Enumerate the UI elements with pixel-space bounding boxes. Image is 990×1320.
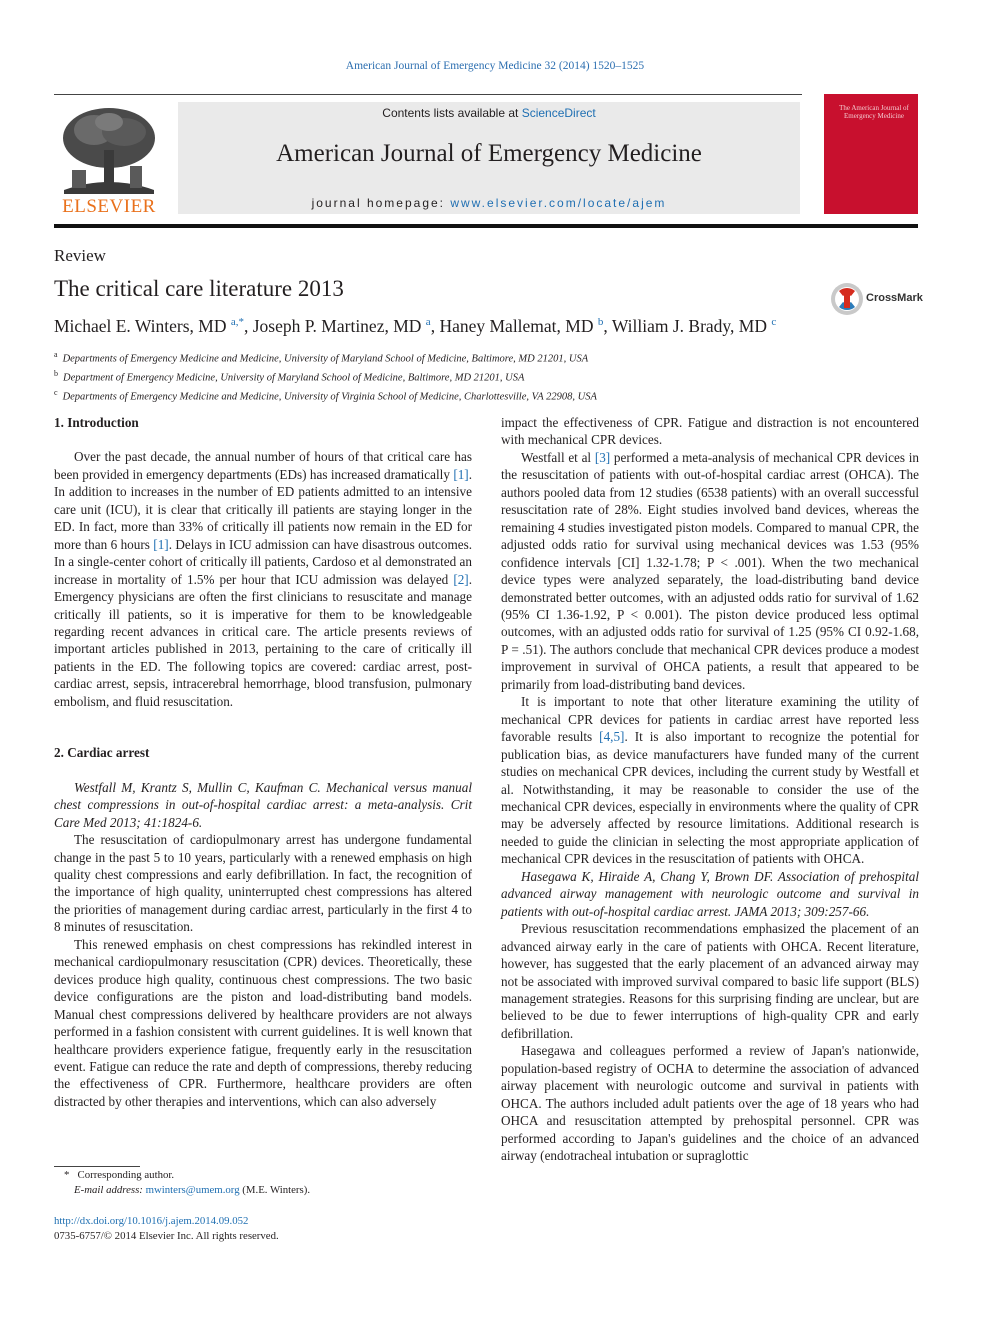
author-affiliation-link[interactable]: a,* (230, 316, 244, 329)
homepage-line (178, 196, 800, 210)
footnote-divider (54, 1166, 140, 1167)
body-column-left (54, 414, 472, 1110)
crossmark-label[interactable]: CrossMark (866, 292, 923, 304)
copyright: 0735-6757/© 2014 Elsevier Inc. All rights reserved. (54, 1230, 279, 1242)
journal-citation[interactable]: American Journal of Emergency Medicine 32 (2014) 1520–1525 (345, 60, 645, 72)
email-note: E-mail address: mwinters@umem.org (M.E. Winters). (74, 1184, 311, 1196)
paragraph: This renewed emphasis on chest compressions has rekindled interest in mechanical cardiopulmonary resuscitation (CPR) devices. Theoretically, these devices produce high quality, continuous chest compressions. The two basic device configurations are the piston and load-distributing band models. Manual chest compressions delivered by healthcare providers are not always performed in a fashion consistent with current guidelines. It is well known that healthcare providers experience fatigue, frequently early in the resuscitation event. Fatigue can reduce the rate and depth of compressions, thereby reducing the effectiveness of CPR. Furthermore, healthcare providers are often distracted by other therapies and interventions, which can also adversely (54, 936, 472, 1109)
contents-prefix: Contents lists available at (382, 106, 522, 120)
email-label: E-mail address: (74, 1184, 146, 1196)
reference-link[interactable]: [3] (594, 449, 611, 465)
reference-link[interactable]: [2] (453, 571, 469, 587)
affiliation-key: c (54, 388, 58, 397)
article-title: The critical care literature 2013 (54, 276, 344, 301)
affiliation-item (54, 348, 924, 367)
paragraph: It is important to note that other literature examining the utility of mechanical CPR devices for patients in cardiac arrest have reported less favorable results [4,5]. It is also important to recognize the potential for publication bias, as device manufacturers have funded many of the current studies on mechanical CPR devices, including the current study by Westfall et al. Notwithstanding, it may be reasonable to consider the use of the mechanical CPR devices, especially in environments where the quality of CPR may be adversely affected by resource limitations. Additional research is needed to guide the clinician in selecting the most appropriate application of mechanical CPR devices in the resuscitation of patients with OHCA. (501, 694, 920, 867)
affiliation-text: Departments of Emergency Medicine and Medicine, University of Virginia School of Medicine, Charlottesville, VA 22908, USA (62, 391, 597, 403)
article-type: Review (54, 246, 106, 265)
elsevier-wordmark: ELSEVIER (62, 196, 156, 217)
contents-line (178, 106, 800, 120)
footnotes (54, 1168, 472, 1198)
paragraph: The resuscitation of cardiopulmonary arrest has undergone fundamental change in the past 5 to 10 years, particularly with a renewed emphasis on high quality chest compressions and early defibrillation. In fact, the recognition of the importance of high quality, uninterrupted chest compressions has altered the priorities of management during cardiac arrest, particularly in the first 4 to 8 minutes of resuscitation. (54, 832, 472, 935)
affiliations (54, 348, 924, 405)
paragraph: Hasegawa and colleagues performed a review of Japan's nationwide, population-based registry of OCHA to determine the association of advanced airway placement with neurologic outcome and survival in patients with OHCA. The authors included adult patients over the age of 18 years who had OHCA and resuscitation attempted by prehospital personnel. CPR was performed according to Japan's guidelines and the choice of an advanced airway (endotracheal intubation or supraglottic (501, 1043, 919, 1164)
email-link[interactable]: mwinters@umem.org (145, 1184, 240, 1196)
affiliation-text: Departments of Emergency Medicine and Medicine, University of Maryland School of Medicine, Baltimore, MD 21201, USA (62, 353, 589, 365)
homepage-prefix: journal homepage: (311, 196, 451, 210)
masthead-rule (54, 224, 918, 228)
author-affiliation-link[interactable]: b (597, 316, 604, 329)
author-affiliation-link[interactable]: c (771, 316, 777, 329)
doi-block (54, 1214, 472, 1244)
header-divider (54, 94, 802, 95)
paragraph: Westfall et al [3] performed a meta-analysis of mechanical CPR devices in the resuscitation of patients with out-of-hospital cardiac arrest (OHCA). The authors pooled data from 12 studies (6538 patients) with an overall successful resuscitation rate of 28%. Eight studies involved band devices, whereas the remaining 4 studies investigated piston models. Compared to manual CPR, the adjusted odds ratio for survival using mechanical devices was 1.53 (95% confidence intervals [CI] 1.32-1.78; P < .001). When the two mechanical device types were analyzed separately, the load-distributing band device demonstrated better outcomes, with an adjusted odds ratio for survival of 1.62 (95% CI 1.36-1.92, P < 0.001). The piston device produced less optimal outcomes, with an adjusted odds ratio for survival of 1.25 (95% CI 0.92-1.68, P = .51). The authors conclude that mechanical CPR devices produce a modest improvement in survival of OHCA patients, a result that appeared to be primarily from load-distributing band devices. (501, 449, 919, 692)
journal-title: American Journal of Emergency Medicine (276, 140, 702, 167)
affiliation-key: b (54, 369, 58, 378)
reference-link[interactable]: [4,5] (599, 729, 625, 745)
corresponding-author-note: * Corresponding author. (64, 1169, 175, 1181)
reviewed-article-citation: Westfall M, Krantz S, Mullin C, Kaufman C. Mechanical versus manual chest compressions in out-of-hospital cardiac arrest: a meta-analysis. Crit Care Med 2013; 41:1824-6. (54, 779, 472, 830)
reference-link[interactable]: [1] (153, 536, 169, 552)
journal-cover[interactable] (824, 94, 918, 214)
author-affiliation-link[interactable]: a (425, 316, 431, 329)
author-name: Joseph P. Martinez, MD (252, 316, 422, 336)
author-name: William J. Brady, MD (611, 316, 767, 336)
paragraph: Over the past decade, the annual number of hours of that critical care has been provided in emergency departments (EDs) has increased dramatically [1]. In addition to increases in the number of ED patients admitted to an intensive care unit (ICU), it is clear that critically ill patients are staying longer in the ED. In fact, more than 33% of critically ill patients now remain in the ED for more than 6 hours [1]. Delays in ICU admission can have disastrous outcomes. In a single-center cohort of critically ill patients, Cardoso et al demonstrated an increase in mortality of 1.5% per hour that ICU admission was delayed [2]. Emergency physicians are often the first clinicians to resuscitate and manage critically ill patients, so it is imperative for them to be knowledgeable regarding recent advances in critical care. The article presents reviews of important articles published in 2013, pertaining to the care of critically ill patients in the ED. The following topics are covered: cardiac arrest, post-cardiac arrest, sepsis, intracerebral hemorrhage, blood transfusion, pulmonary embolism, and fluid resuscitation. (54, 449, 473, 709)
affiliation-item (54, 386, 924, 405)
author-list: Michael E. Winters, MD $^{a,*}$, Joseph P. Martinez, MD $^a$, Haney Mallemat, MD $^b$, William J. Brady, MD $^c$ (54, 316, 777, 336)
affiliation-item (54, 367, 924, 386)
homepage-link[interactable]: www.elsevier.com/locate/ajem (450, 196, 667, 210)
footnote-marker: * (64, 1169, 70, 1181)
reviewed-article-citation: Hasegawa K, Hiraide A, Chang Y, Brown DF. Association of prehospital advanced airway management with neurologic outcome and survival in patients with out-of-hospital cardiac arrest. JAMA 2013; 309:257-66. (501, 868, 919, 919)
author-name: Haney Mallemat, MD (439, 316, 594, 336)
cover-title: The American Journal of Emergency Medicine (839, 104, 909, 120)
affiliation-text: Department of Emergency Medicine, University of Maryland School of Medicine, Baltimore, MD 21201, USA (63, 372, 525, 384)
section-heading-introduction: 1. Introduction (54, 415, 139, 430)
reference-link[interactable]: [1] (453, 466, 469, 482)
sciencedirect-link[interactable]: ScienceDirect (521, 106, 596, 120)
affiliation-key: a (54, 350, 58, 359)
crossmark-icon[interactable] (830, 282, 864, 321)
paragraph: impact the effectiveness of CPR. Fatigue and distraction is not encountered with mechanical CPR devices. (501, 415, 919, 448)
author-name: Michael E. Winters, MD (54, 316, 227, 336)
section-heading-cardiac-arrest: 2. Cardiac arrest (54, 745, 150, 761)
body-column-right (501, 414, 919, 1164)
paragraph: Previous resuscitation recommendations emphasized the placement of an advanced airway early in the care of patients with OHCA. Recent literature, however, has suggested that the early placement of an advanced airway may not be associated with improved survival compared to basic life support (BLS) management strategies. Reasons for this surprising finding are unclear, but are believed to be due to fewer interruptions of high-quality CPR and early defibrillation. (501, 921, 919, 1041)
doi-link[interactable]: http://dx.doi.org/10.1016/j.ajem.2014.09.052 (54, 1215, 249, 1227)
masthead (178, 102, 800, 214)
